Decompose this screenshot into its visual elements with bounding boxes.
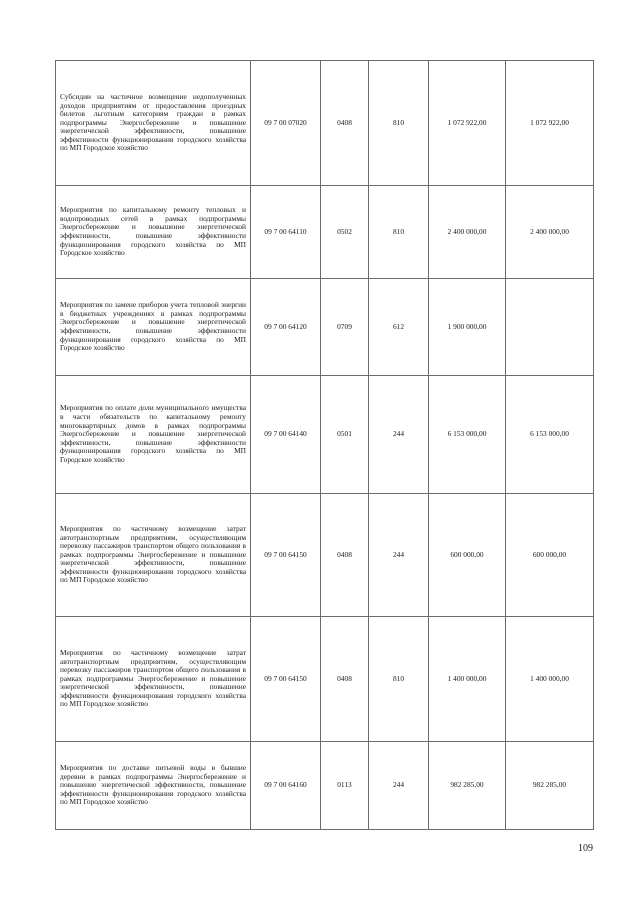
amount-cell: 1 900 000,00 [429,279,506,376]
row-description: Субсидии на частичное возмещение недополученных доходов предприятиям от предоставления проездных билетов льготным категориям граждан в рамках подпрограммы Энергосбережение и повышение энергетической эффективности, повышение эффективности функционирования городского хозяйства по МП Городское хозяйство [56,61,251,186]
section-code-cell: 0502 [321,186,369,279]
section-code-cell: 0501 [321,376,369,494]
amount-cell: 600 000,00 [429,494,506,617]
target-code-cell: 09 7 00 64160 [251,742,321,830]
table-row [56,61,594,186]
page-number: 109 [578,843,593,854]
amount-cell: 600 000,00 [506,494,594,617]
target-code-cell: 09 7 00 07020 [251,61,321,186]
section-code-cell: 0709 [321,279,369,376]
row-description: Мероприятия по замене приборов учета тепловой энергии в бюджетных учреждениях в рамках подпрограммы Энергосбережение и повышение энергетической эффективности, повышение эффективности функционирования городского хозяйства по МП Городское хозяйство [56,279,251,376]
amount-cell: 1 072 922,00 [429,61,506,186]
amount-cell: 982 285,00 [429,742,506,830]
table-row [56,376,594,494]
row-description: Мероприятия по частичному возмещение затрат автотранспортным предприятиям, осуществляющим перевозку пассажиров транспортом общего пользования в рамках подпрограммы Энергосбережение и повышение энергетической эффективности, повышение эффективности функционирования городского хозяйства по МП Городское хозяйство [56,617,251,742]
section-code-cell: 0408 [321,617,369,742]
amount-cell: 982 285,00 [506,742,594,830]
row-description: Мероприятия по оплате доли муниципального имущества в части обязательств по капитальному ремонту многоквартирных домов в рамках подпрограммы Энергосбережение и повышение энергетической эффективности, повышение эффективности функционирования городского хозяйства по МП Городское хозяйство [56,376,251,494]
amount-cell: 1 400 000,00 [506,617,594,742]
amount-cell: 6 153 000,00 [429,376,506,494]
budget-table [55,60,594,830]
row-description: Мероприятия по доставке питьевой воды в бывшие деревни в рамках подпрограммы Энергосбережение и повышение энергетической эффективности, повышение эффективности функционирования городского хозяйства по МП Городское хозяйство [56,742,251,830]
amount-cell: 2 400 000,00 [506,186,594,279]
expense-type-cell: 810 [369,61,429,186]
row-description: Мероприятия по частичному возмещение затрат автотранспортным предприятиям, осуществляющим перевозку пассажиров транспортом общего пользования в рамках подпрограммы Энергосбережение и повышение энергетической эффективности, повышение эффективности функционирования городского хозяйства по МП Городское хозяйство [56,494,251,617]
amount-cell: 2 400 000,00 [429,186,506,279]
expense-type-cell: 244 [369,376,429,494]
expense-type-cell: 612 [369,279,429,376]
expense-type-cell: 244 [369,742,429,830]
table-row [56,742,594,830]
budget-table-container [55,60,593,830]
target-code-cell: 09 7 00 64150 [251,617,321,742]
amount-cell: 1 400 000,00 [429,617,506,742]
table-row [56,279,594,376]
section-code-cell: 0408 [321,494,369,617]
target-code-cell: 09 7 00 64110 [251,186,321,279]
section-code-cell: 0408 [321,61,369,186]
amount-cell: 6 153 000,00 [506,376,594,494]
target-code-cell: 09 7 00 64140 [251,376,321,494]
table-row [56,617,594,742]
expense-type-cell: 810 [369,617,429,742]
expense-type-cell: 810 [369,186,429,279]
amount-cell: 1 072 922,00 [506,61,594,186]
table-row [56,494,594,617]
target-code-cell: 09 7 00 64150 [251,494,321,617]
target-code-cell: 09 7 00 64120 [251,279,321,376]
row-description: Мероприятия по капитальному ремонту тепловых и водопроводных сетей в рамках подпрограммы Энергосбережение и повышение энергетической эффективности, повышение эффективности функционирования городского хозяйства по МП Городское хозяйство [56,186,251,279]
amount-cell [506,279,594,376]
table-row [56,186,594,279]
section-code-cell: 0113 [321,742,369,830]
expense-type-cell: 244 [369,494,429,617]
